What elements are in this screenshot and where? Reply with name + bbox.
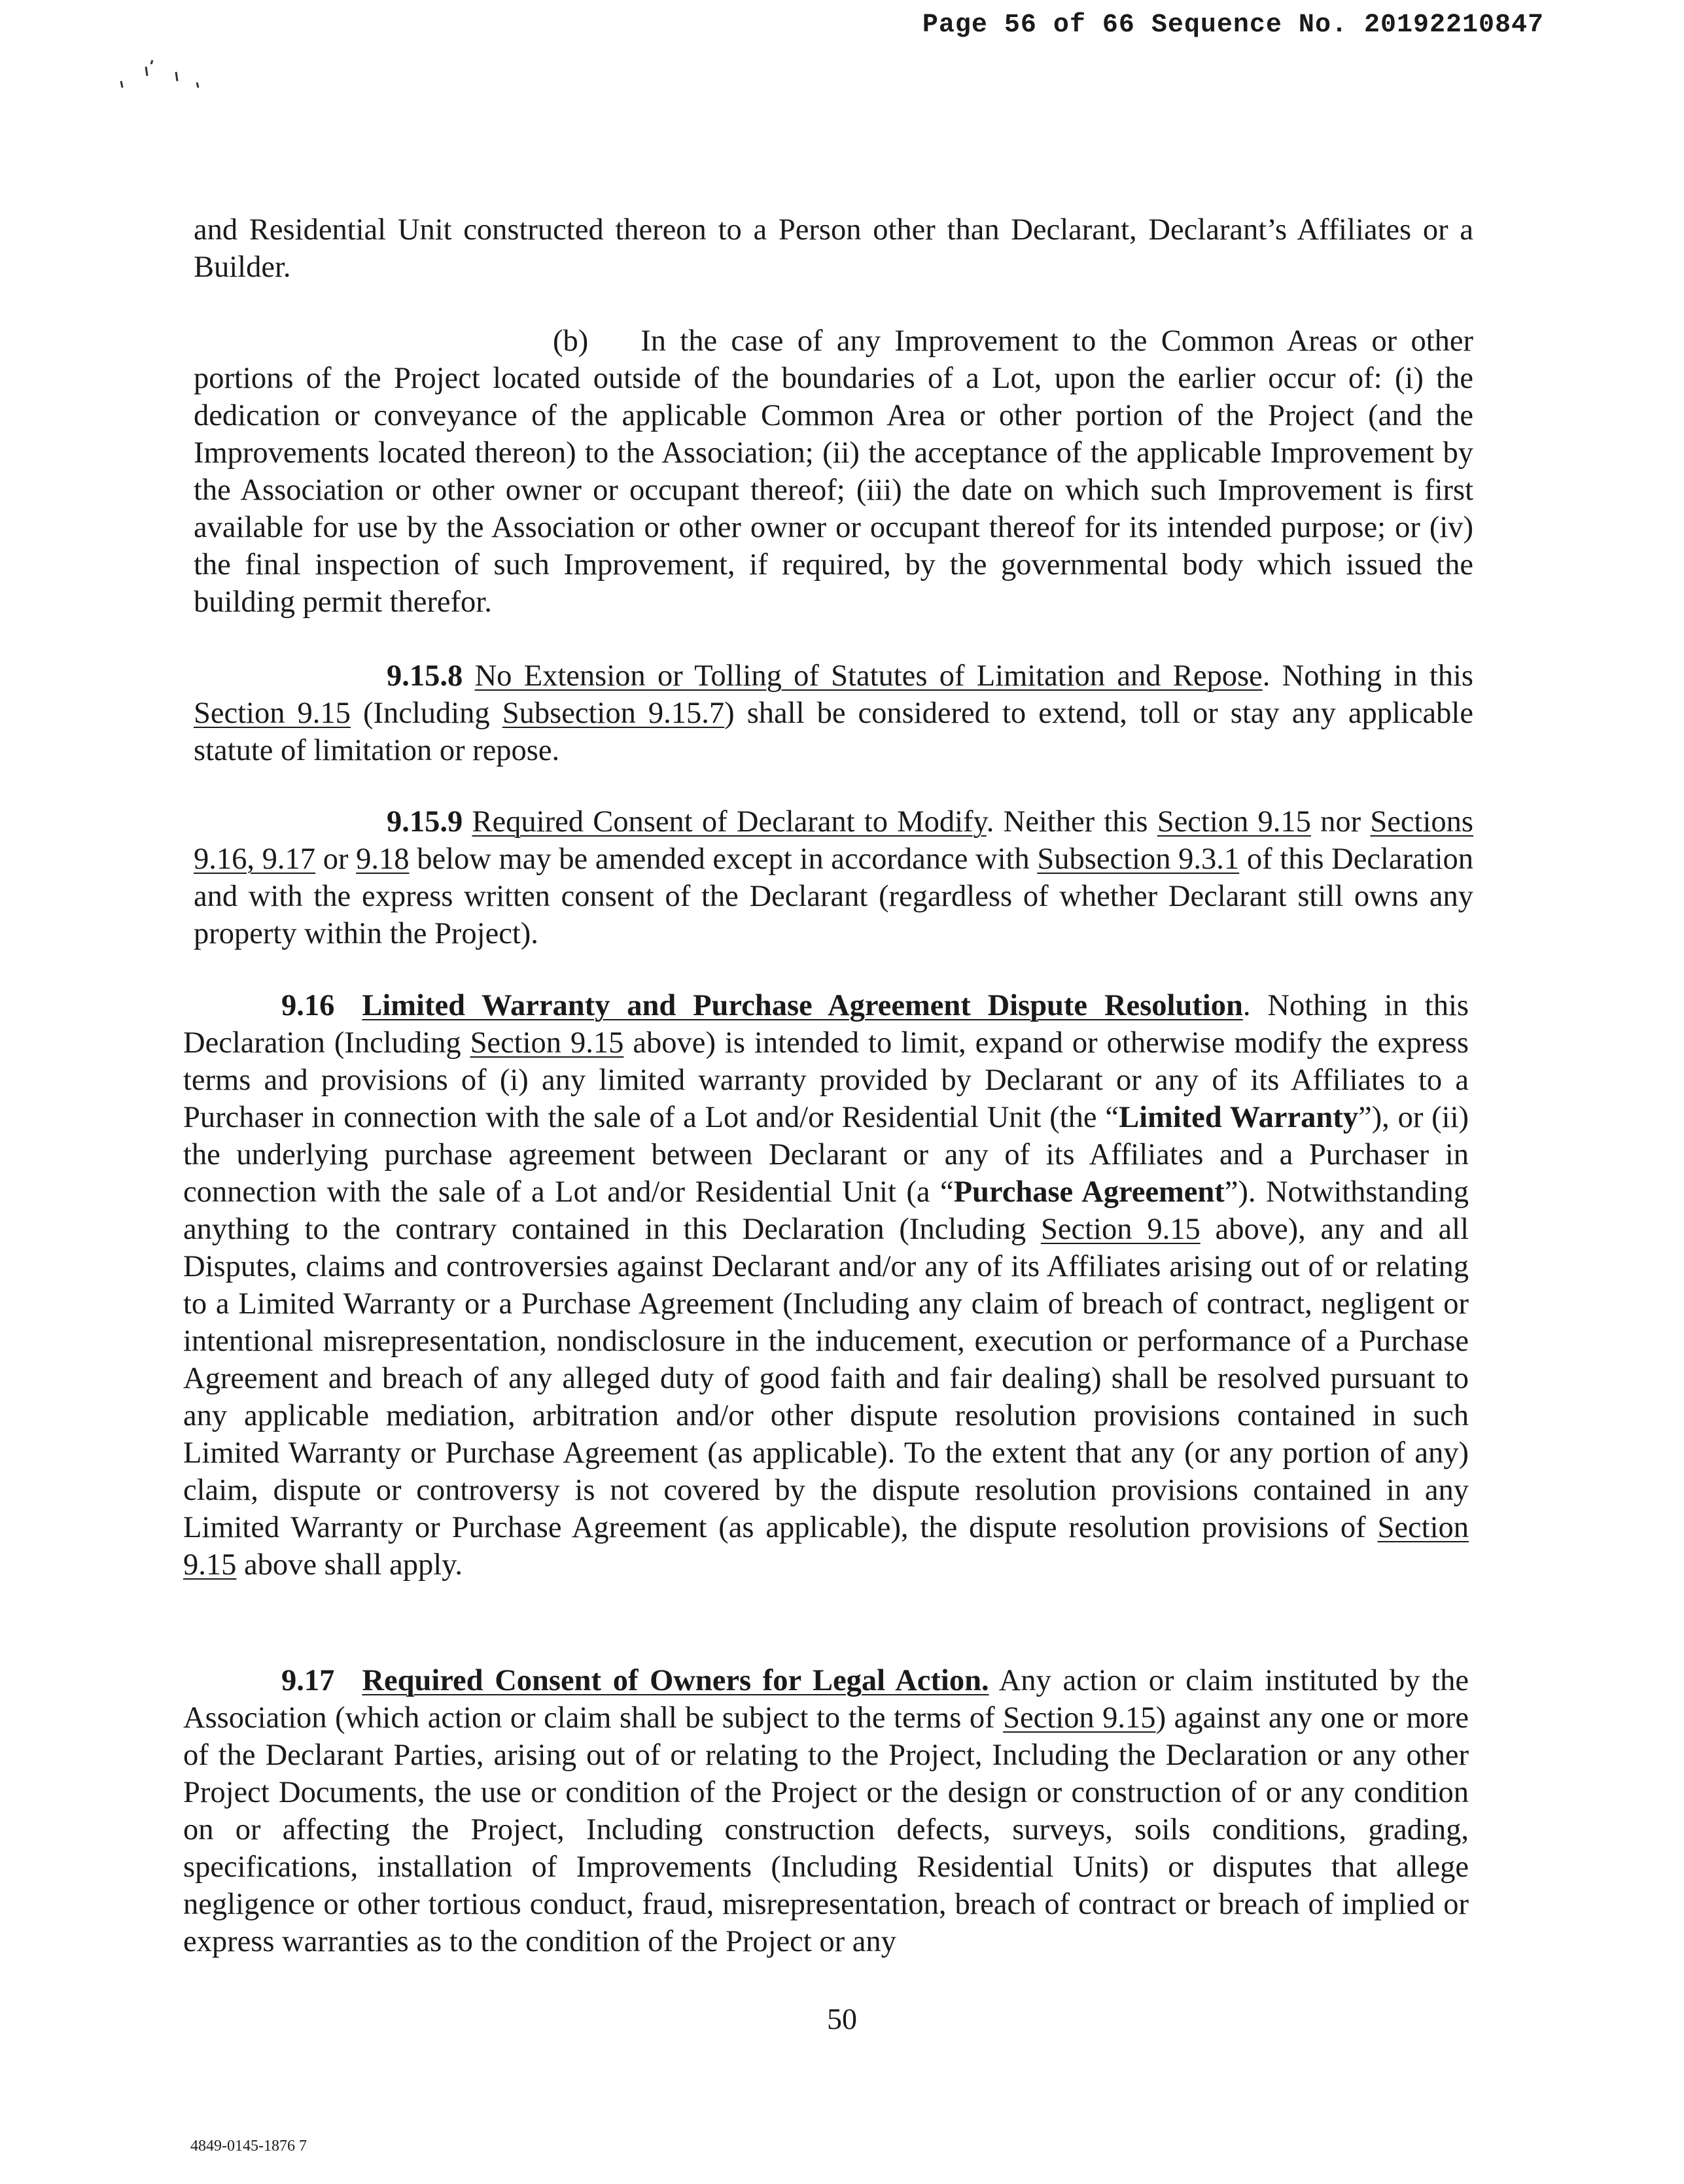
section-title: No Extension or Tolling of Statutes of Limitation and Repose [474, 659, 1263, 693]
section-9-15-8: 9.15.8 No Extension or Tolling of Statutes of Limitation and Repose. Nothing in this Section 9.15 (Including Subsection 9.15.7) shall be considered to extend, toll or stay any applicable statute of limitation or repose. [194, 659, 1474, 767]
section-number: 9.17 [281, 1664, 335, 1697]
section-number: 9.15.8 [387, 659, 463, 693]
section-reference: 9.18 [356, 842, 410, 876]
section-number: 9.15.9 [387, 805, 463, 839]
section-reference: Section 9.15 [1040, 1213, 1201, 1246]
section-reference: Sections 9.16, 9.17 [194, 805, 1473, 876]
section-title: Required Consent of Declarant to Modify [472, 805, 987, 839]
section-9-17: 9.17 Required Consent of Owners for Legal Action. Any action or claim instituted by the Association (which action or claim shall be subject to the terms of Section 9.15) against any one or more of the Declarant Parties, arising out of or relating to the Project, Including the Declaration or any other Project Documents, the use or condition of the Project or the design or construction of or any condition on or affecting the Project, Including construction defects, surveys, soils conditions, grading, specifications, installation of Improvements (Including Residential Units) or disputes that allege negligence or other tortious conduct, fraud, misrepresentation, breach of contract or breach of implied or express warranties as to the condition of the Project or any [183, 1664, 1469, 1958]
section-9-16: 9.16 Limited Warranty and Purchase Agreement Dispute Resolution. Nothing in this Declaration (Including Section 9.15 above) is intended to limit, expand or otherwise modify the express terms and provisions of (i) any limited warranty provided by Declarant or any of its Affiliates to a Purchaser in connection with the sale of a Lot and/or Residential Unit (the “Limited Warranty”), or (ii) the underlying purchase agreement between Declarant or any of its Affiliates and a Purchaser in connection with the sale of a Lot and/or Residential Unit (a “Purchase Agreement”). Notwithstanding anything to the contrary contained in this Declaration (Including Section 9.15 above), any and all Disputes, claims and controversies against Declarant and/or any of its Affiliates arising out of or relating to a Limited Warranty or a Purchase Agreement (Including any claim of breach of contract, negligent or intentional misrepresentation, nondisclosure in the inducement, execution or performance of a Purchase Agreement and breach of any alleged duty of good faith and fair dealing) shall be resolved pursuant to any applicable mediation, arbitration and/or other dispute resolution provisions contained in such Limited Warranty or Purchase Agreement (as applicable). To the extent that any (or any portion of any) claim, dispute or controversy is not covered by the dispute resolution provisions contained in any Limited Warranty or Purchase Agreement (as applicable), the dispute resolution provisions of Section 9.15 above shall apply. [183, 989, 1469, 1582]
section-number: 9.16 [281, 989, 335, 1022]
continuation-text: and Residential Unit constructed thereon to a Person other than Declarant, Declarant’s Affiliates or a Builder. [194, 213, 1473, 284]
section-title: Limited Warranty and Purchase Agreement Dispute Resolution [362, 989, 1243, 1022]
paragraph-b-text: In the case of any Improvement to the Common Areas or other portions of the Project located outside of the boundaries of a Lot, upon the earlier occur of: (i) the dedication or conveyance of the applicable Common Area or other portion of the Project (and the Improvements located thereon) to the Association; (ii) the acceptance of the applicable Improvement by the Association or other owner or occupant thereof; (iii) the date on which such Improvement is first available for use by the Association or other owner or occupant thereof for its intended purpose; or (iv) the final inspection of such Improvement, if required, by the governmental body which issued the building permit therefor. [194, 324, 1473, 619]
scan-marks [114, 47, 219, 93]
paragraph-b [194, 322, 1473, 621]
continuation-paragraph [194, 211, 1473, 286]
section-reference: Section 9.15 [1003, 1701, 1156, 1735]
page-number: 50 [827, 2002, 857, 2036]
defined-term: Purchase Agreement [953, 1175, 1225, 1209]
document-id: 4849-0145-1876 7 [190, 2138, 307, 2155]
section-reference: Section 9.15 [183, 1511, 1469, 1582]
paragraph-b-label: (b) [553, 324, 589, 358]
section-reference: Subsection 9.15.7 [502, 697, 725, 730]
section-title: Required Consent of Owners for Legal Action. [362, 1664, 989, 1697]
section-reference: Section 9.15 [194, 697, 351, 730]
section-reference: Section 9.15 [1157, 805, 1311, 839]
section-9-15-9: 9.15.9 Required Consent of Declarant to Modify. Neither this Section 9.15 nor Sections 9.16, 9.17 or 9.18 below may be amended except in accordance with Subsection 9.3.1 of this Declaration and with the express written consent of the Declarant (regardless of whether Declarant still owns any property within the Project). [194, 805, 1473, 950]
page-header: Page 56 of 66 Sequence No. 20192210847 [922, 10, 1544, 40]
section-reference: Section 9.15 [470, 1026, 624, 1060]
section-reference: Subsection 9.3.1 [1037, 842, 1240, 876]
defined-term: Limited Warranty [1119, 1101, 1358, 1134]
